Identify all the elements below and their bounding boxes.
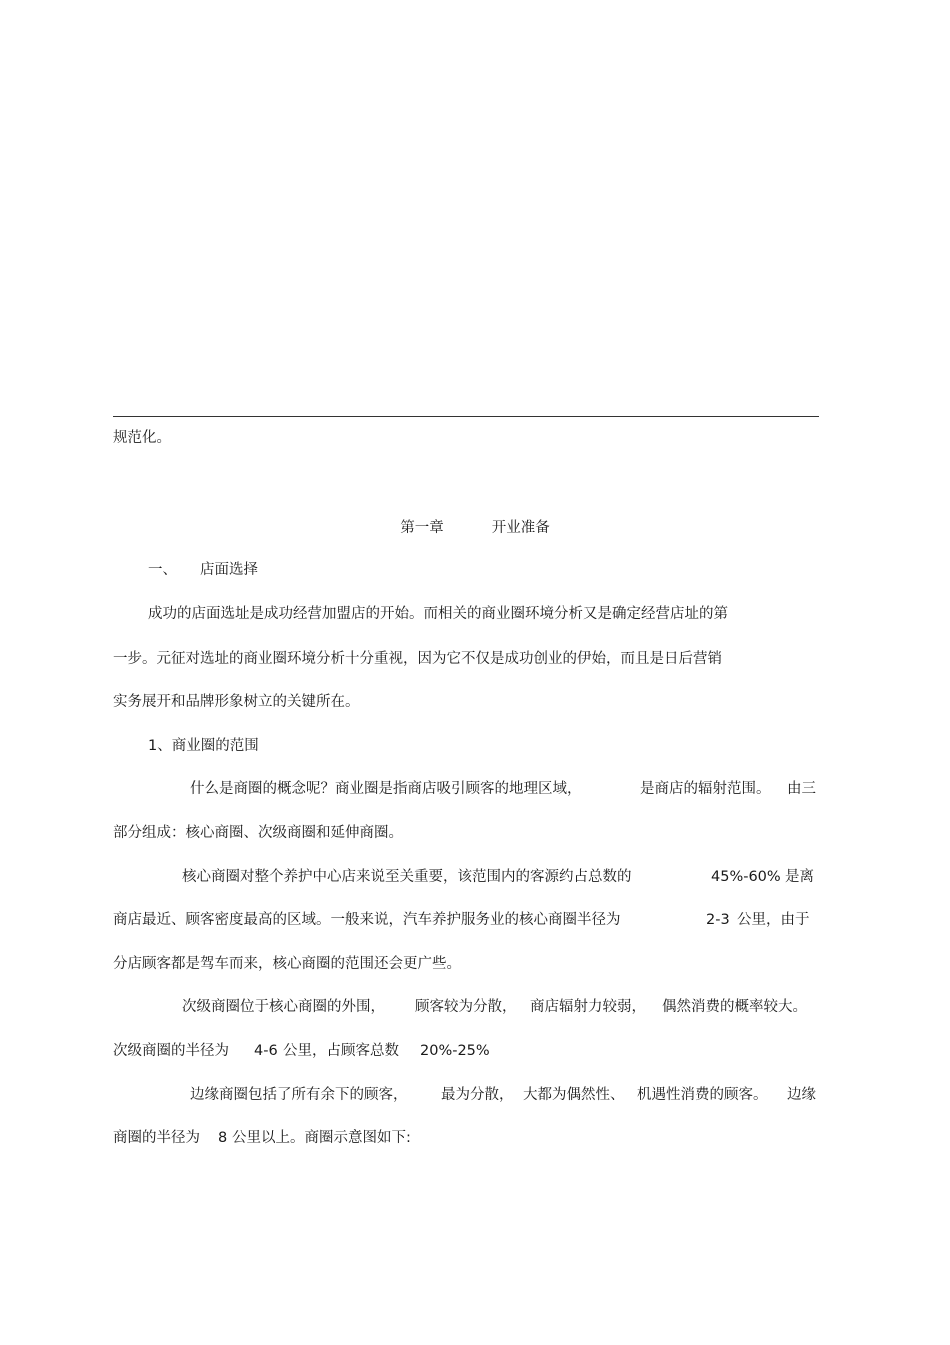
chapter-title: 开业准备: [491, 520, 550, 536]
p2-line-3: 分店顾客都是驾车而来，核心商圈的范围还会更广些。: [113, 956, 461, 972]
p2-segment-c: 是离: [785, 869, 814, 885]
p3-segment-a: 次级商圈位于核心商圈的外围，: [182, 999, 385, 1015]
p2-segment-b: 45%-60%: [711, 869, 781, 885]
subsection-heading: 1、商业圈的范围: [148, 738, 259, 754]
p2-segment-f: 公里，由于: [737, 912, 810, 928]
section-number: 一、: [148, 562, 177, 578]
intro-line-3: 实务展开和品牌形象树立的关键所在。: [113, 694, 360, 710]
p3-segment-h: 20%-25%: [420, 1043, 490, 1059]
intro-line-1: 成功的店面选址是成功经营加盟店的开始。而相关的商业圈环境分析又是确定经营店址的第: [148, 606, 728, 622]
p1-line-2: 部分组成：核心商圈、次级商圈和延伸商圈。: [113, 825, 403, 841]
p4-segment-f: 商圈的半径为: [113, 1130, 200, 1146]
p4-segment-h: 公里以上。商圈示意图如下:: [232, 1130, 411, 1146]
p3-segment-d: 偶然消费的概率较大。: [662, 999, 807, 1015]
p4-segment-e: 边缘: [787, 1087, 816, 1103]
p3-segment-c: 商店辐射力较弱，: [530, 999, 646, 1015]
p1-segment-b: 是商店的辐射范围。: [640, 781, 771, 797]
p2-segment-d: 商店最近、顾客密度最高的区域。一般来说，汽车养护服务业的核心商圈半径为: [113, 912, 621, 928]
p2-segment-e: 2-3: [706, 912, 730, 928]
p2-segment-a: 核心商圈对整个养护中心店来说至关重要，该范围内的客源约占总数的: [182, 869, 632, 885]
p4-segment-b: 最为分散，: [441, 1087, 514, 1103]
p4-segment-a: 边缘商圈包括了所有余下的顾客，: [190, 1087, 408, 1103]
p3-segment-g: 公里，占顾客总数: [283, 1043, 399, 1059]
p1-segment-a: 什么是商圈的概念呢？商业圈是指商店吸引顾客的地理区域，: [190, 781, 582, 797]
p3-segment-f: 4-6: [254, 1043, 278, 1059]
chapter-heading: [0, 516, 950, 537]
p1-segment-c: 由三: [787, 781, 816, 797]
p3-segment-b: 顾客较为分散，: [415, 999, 517, 1015]
section-title: 店面选择: [200, 562, 258, 578]
top-fragment: 规范化。: [113, 430, 171, 446]
p4-segment-d: 机遇性消费的顾客。: [637, 1087, 768, 1103]
p3-segment-e: 次级商圈的半径为: [113, 1043, 229, 1059]
horizontal-rule: [113, 416, 819, 417]
chapter-number: 第一章: [400, 520, 444, 536]
p4-segment-c: 大都为偶然性、: [523, 1087, 625, 1103]
p4-segment-g: 8: [218, 1130, 228, 1146]
intro-line-2: 一步。元征对选址的商业圈环境分析十分重视，因为它不仅是成功创业的伊始，而且是日后营销: [113, 651, 722, 667]
